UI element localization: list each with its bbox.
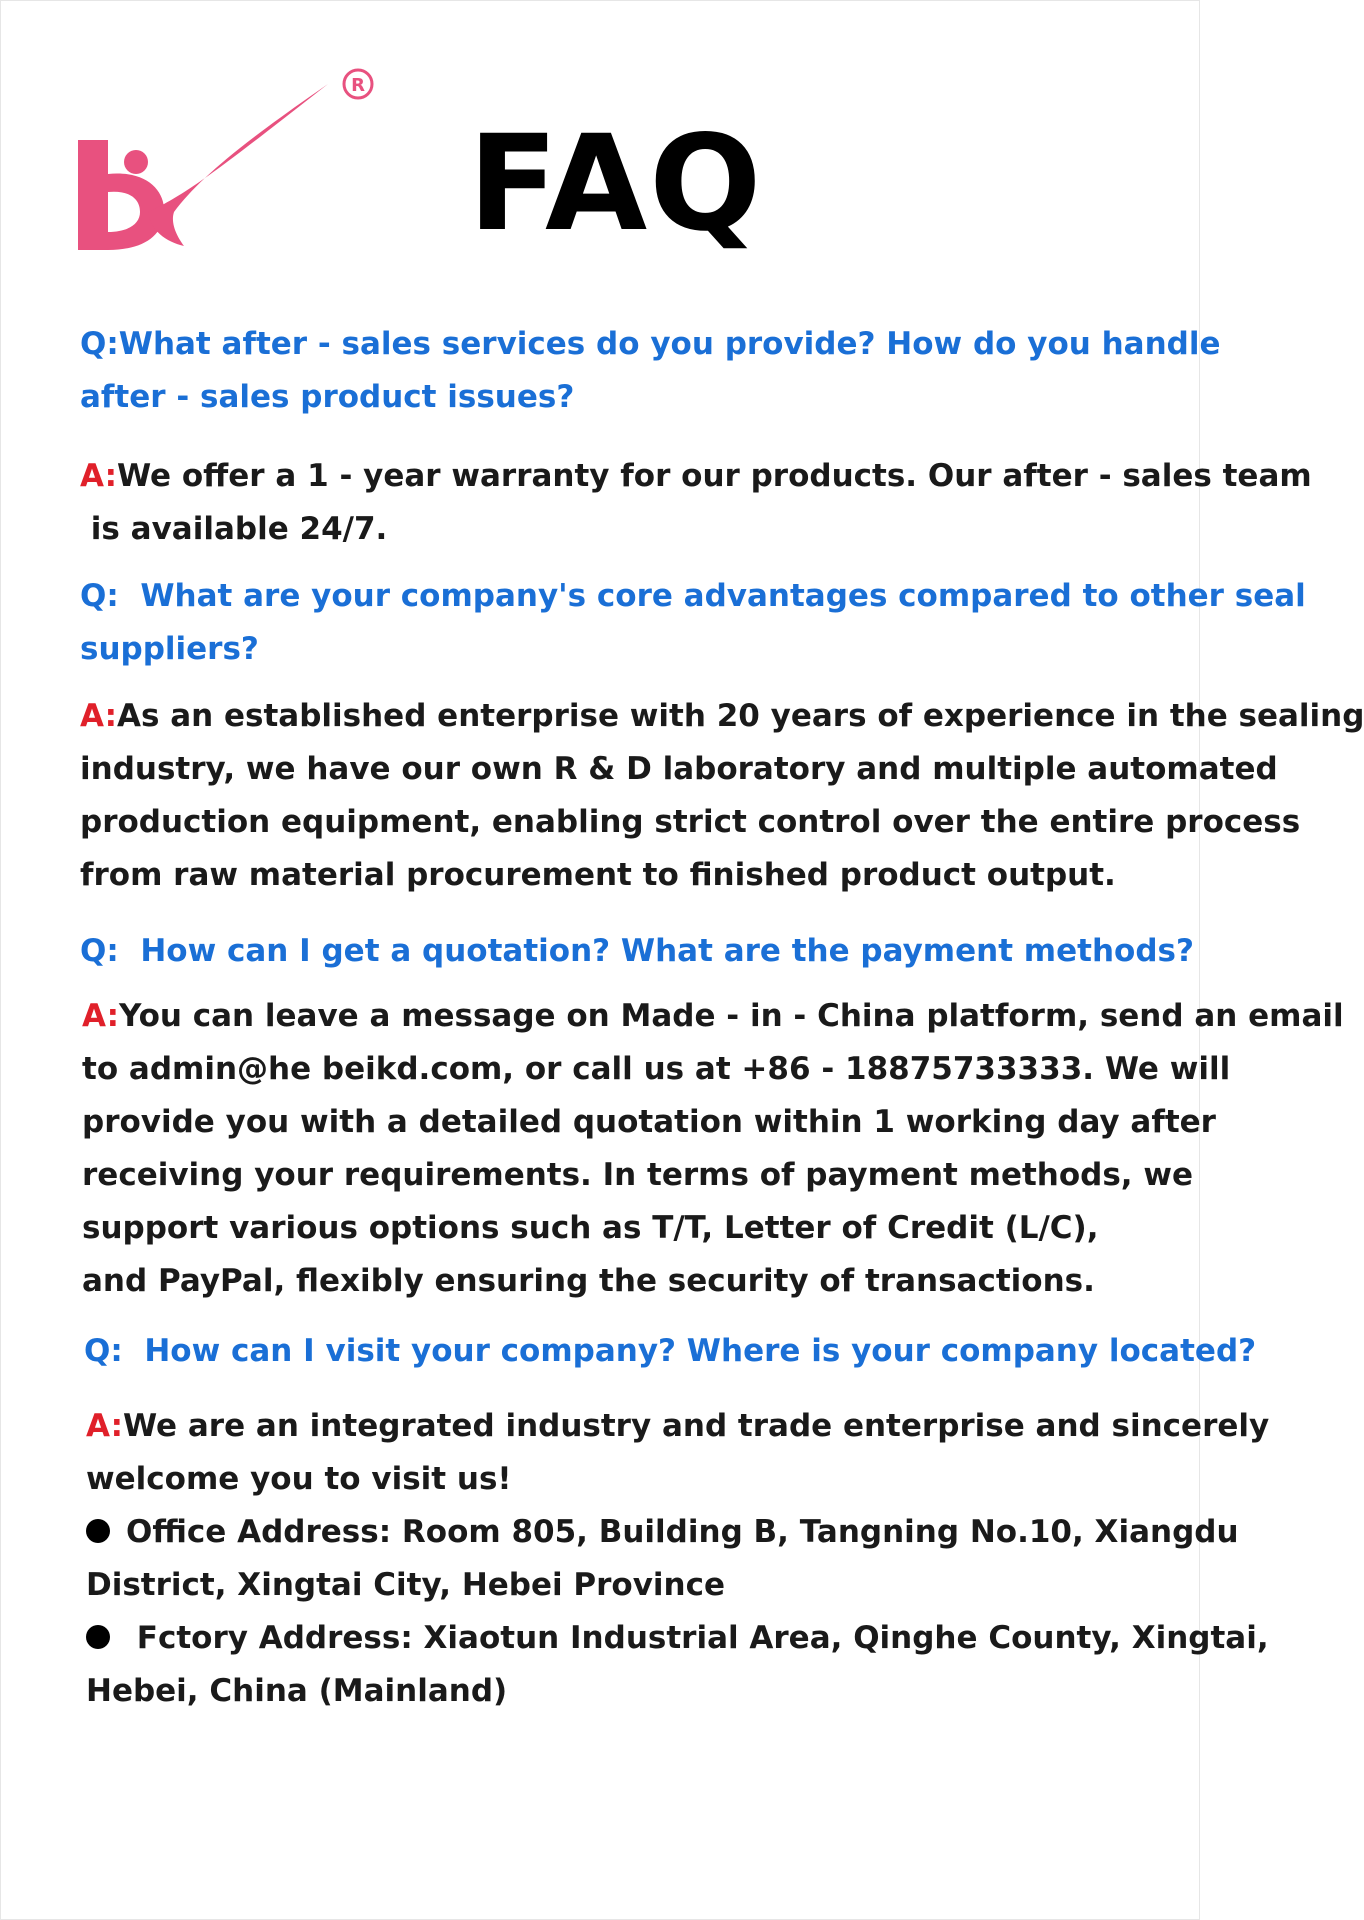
question-text: How can I visit your company? Where is your company located? [122, 1333, 1257, 1369]
answer-text: provide you with a detailed quotation within 1 working day after [82, 1104, 1216, 1140]
question-text: What after - sales services do you provide? How do you handle [118, 326, 1221, 362]
office-address [86, 1506, 1239, 1559]
address-text: Hebei, China (Mainland) [86, 1673, 508, 1709]
address-text: Office Address: Room 805, Building B, Tangning No.10, Xiangdu [126, 1514, 1239, 1550]
question-text: after - sales product issues? [80, 379, 575, 415]
question-text: What are your company's core advantages compared to other seal [118, 578, 1306, 614]
faq-question-4 [84, 1325, 1257, 1378]
question-prefix: Q: [80, 326, 119, 362]
faq-answer-3 [82, 990, 1344, 1308]
answer-prefix: A: [80, 698, 117, 734]
question-text: How can I get a quotation? What are the payment methods? [118, 933, 1194, 969]
faq-question-2 [80, 570, 1306, 676]
answer-text: to admin@he beikd.com, or call us at +86 - 18875733333. We will [82, 1051, 1231, 1087]
answer-text: is available 24/7. [80, 511, 388, 547]
faq-question-3 [80, 925, 1194, 978]
question-text: suppliers? [80, 631, 259, 667]
answer-text: and PayPal, flexibly ensuring the security of transactions. [82, 1263, 1095, 1299]
answer-text: You can leave a message on Made - in - China platform, send an email [118, 998, 1344, 1034]
faq-question-1 [80, 318, 1221, 424]
answer-prefix: A: [86, 1408, 123, 1444]
address-text: Fctory Address: Xiaotun Industrial Area, Qinghe County, Xingtai, [126, 1620, 1269, 1656]
answer-prefix: A: [80, 458, 117, 494]
answer-text: As an established enterprise with 20 years of experience in the sealing [116, 698, 1364, 734]
question-prefix: Q: [80, 933, 119, 969]
page-title: FAQ [468, 107, 764, 261]
answer-text: We are an integrated industry and trade enterprise and sincerely [122, 1408, 1270, 1444]
faq-answer-2 [80, 690, 1364, 902]
answer-text: We offer a 1 - year warranty for our products. Our after - sales team [116, 458, 1312, 494]
answer-text: production equipment, enabling strict control over the entire process [80, 804, 1301, 840]
question-prefix: Q: [80, 578, 119, 614]
faq-answer-4 [86, 1400, 1270, 1718]
bullet-icon [86, 1519, 110, 1543]
faq-answer-1 [80, 450, 1312, 556]
answer-text: receiving your requirements. In terms of payment methods, we [82, 1157, 1194, 1193]
answer-text: welcome you to visit us! [86, 1461, 512, 1497]
answer-text: from raw material procurement to finished product output. [80, 857, 1116, 893]
question-prefix: Q: [84, 1333, 123, 1369]
answer-text: industry, we have our own R & D laboratory and multiple automated [80, 751, 1278, 787]
svg-text:R: R [351, 75, 365, 96]
answer-prefix: A: [82, 998, 119, 1034]
answer-text: support various options such as T/T, Letter of Credit (L/C), [82, 1210, 1099, 1246]
address-text: District, Xingtai City, Hebei Province [86, 1567, 726, 1603]
bullet-icon [86, 1625, 110, 1649]
factory-address [86, 1612, 1269, 1665]
